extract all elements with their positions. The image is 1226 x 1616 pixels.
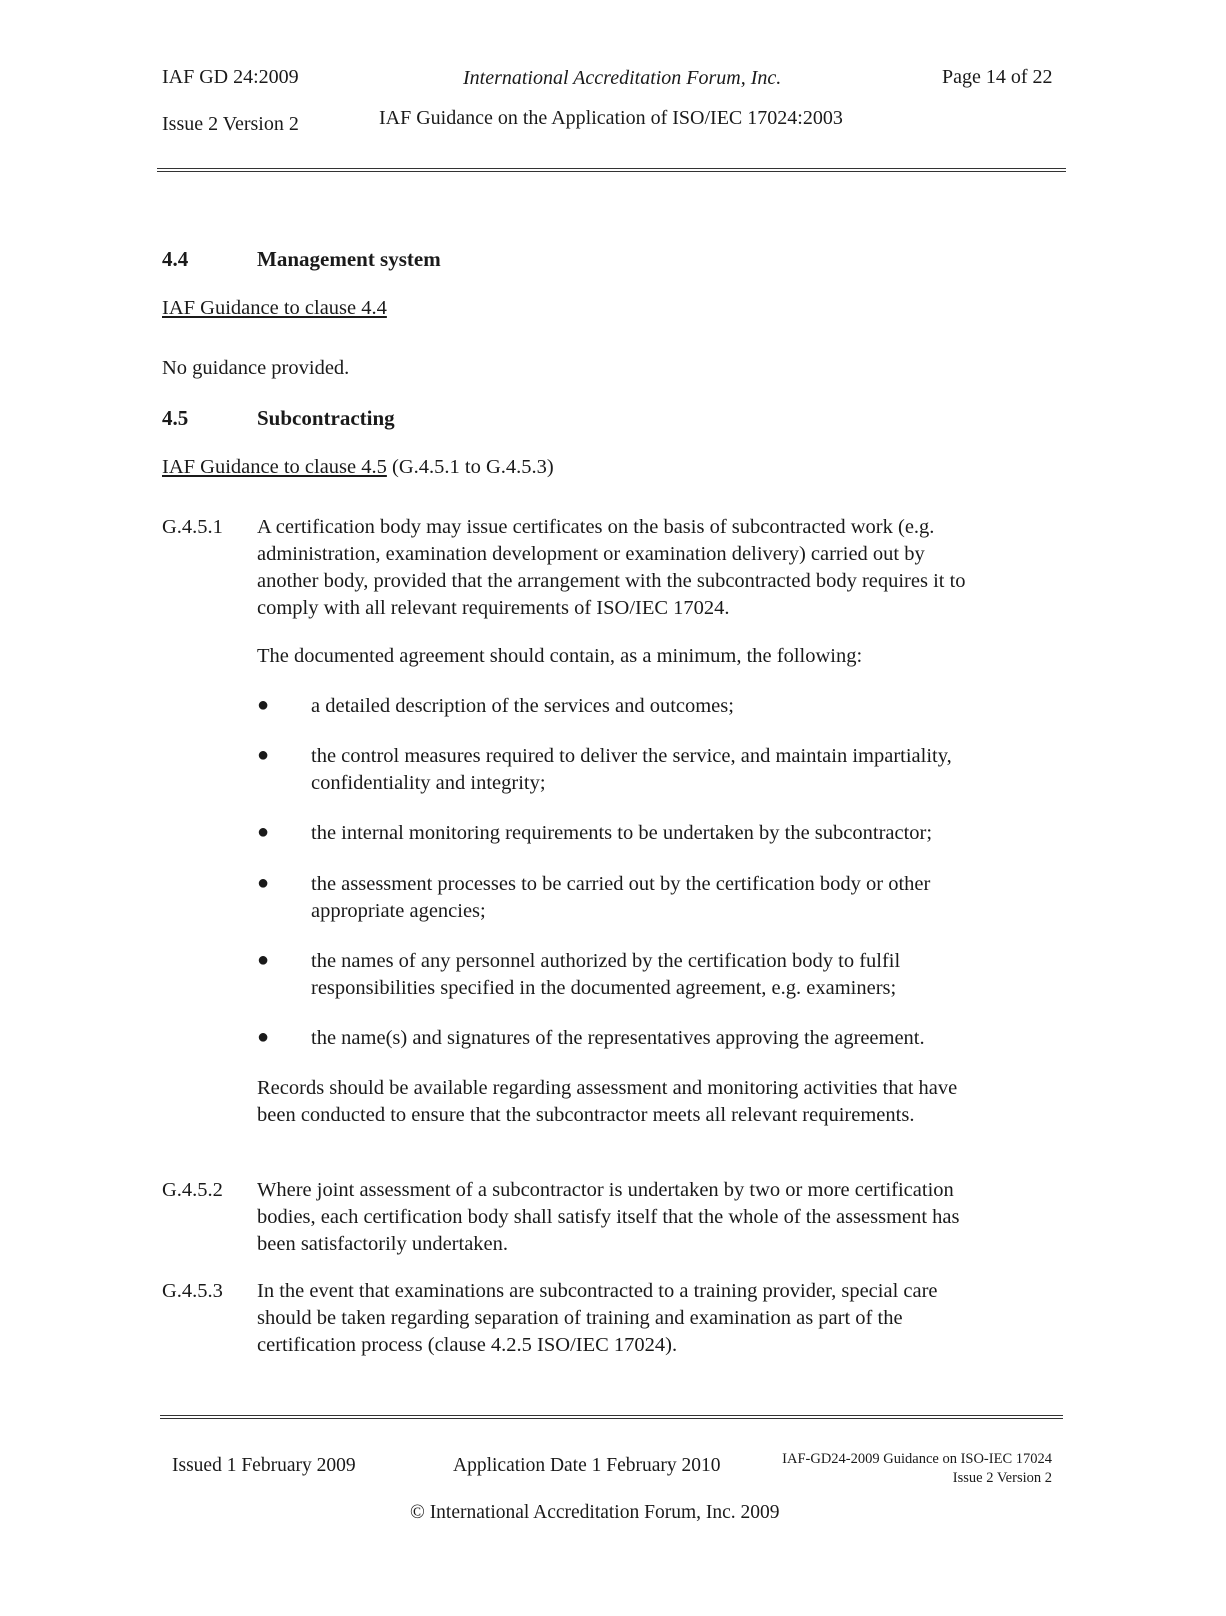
g451-line: another body, provided that the arrangement with the subcontracted body requires it to xyxy=(257,570,966,592)
section-4-4-number: 4.4 xyxy=(162,247,189,271)
section-4-5-guidance-suffix: (G.4.5.1 to G.4.5.3) xyxy=(386,456,554,478)
g451-line: A certification body may issue certificates on the basis of subcontracted work (e.g. xyxy=(257,516,935,538)
g451-label: G.4.5.1 xyxy=(162,516,223,538)
bullet-item xyxy=(311,693,1071,720)
g451-line: comply with all relevant requirements of ISO/IEC 17024. xyxy=(257,597,730,619)
footer-reference-line: IAF-GD24-2009 Guidance on ISO-IEC 17024 xyxy=(782,1451,1052,1467)
bullet-item xyxy=(311,743,1071,797)
g453-paragraph xyxy=(257,1278,1077,1359)
header-title: IAF Guidance on the Application of ISO/IEC 17024:2003 xyxy=(379,107,843,129)
bullet-line: appropriate agencies; xyxy=(311,900,486,922)
g453-line: certification process (clause 4.2.5 ISO/IEC 17024). xyxy=(257,1334,678,1356)
bullet-line: a detailed description of the services and outcomes; xyxy=(311,695,734,717)
bullet-item xyxy=(311,820,1071,847)
bullet-icon: ● xyxy=(257,694,270,716)
bullet-line: confidentiality and integrity; xyxy=(311,772,546,794)
g451-intro: The documented agreement should contain, as a minimum, the following: xyxy=(257,645,863,667)
g452-line: Where joint assessment of a subcontractor is undertaken by two or more certification xyxy=(257,1179,954,1201)
bullet-line: the names of any personnel authorized by the certification body to fulfil xyxy=(311,950,901,972)
g451-paragraph xyxy=(257,514,1077,622)
footer-application-date: Application Date 1 February 2010 xyxy=(453,1455,721,1476)
section-4-4-guidance-heading: IAF Guidance to clause 4.4 xyxy=(162,297,387,319)
header-rule xyxy=(157,168,1066,172)
footer-reference-line: Issue 2 Version 2 xyxy=(952,1470,1052,1486)
section-4-4-title: Management system xyxy=(257,247,441,271)
footer-rule xyxy=(160,1415,1063,1419)
bullet-icon: ● xyxy=(257,1026,270,1048)
section-4-4-text: No guidance provided. xyxy=(162,357,350,379)
section-4-5-title: Subcontracting xyxy=(257,406,395,430)
g451-records-paragraph xyxy=(257,1075,1077,1129)
g453-label: G.4.5.3 xyxy=(162,1280,223,1302)
header-page-number: Page 14 of 22 xyxy=(942,66,1053,88)
bullet-item xyxy=(311,1025,1071,1052)
bullet-line: the control measures required to deliver the service, and maintain impartiality, xyxy=(311,745,952,767)
g452-line: bodies, each certification body shall satisfy itself that the whole of the assessment has xyxy=(257,1206,960,1228)
bullet-line: responsibilities specified in the documented agreement, e.g. examiners; xyxy=(311,977,897,999)
bullet-icon: ● xyxy=(257,821,270,843)
bullet-item xyxy=(311,871,1071,925)
bullet-icon: ● xyxy=(257,744,270,766)
g453-line: should be taken regarding separation of training and examination as part of the xyxy=(257,1307,903,1329)
bullet-icon: ● xyxy=(257,949,270,971)
g452-paragraph xyxy=(257,1177,1077,1258)
g452-line: been satisfactorily undertaken. xyxy=(257,1233,509,1255)
footer-issued: Issued 1 February 2009 xyxy=(172,1455,356,1476)
bullet-item xyxy=(311,948,1071,1002)
header-issue: Issue 2 Version 2 xyxy=(162,113,299,135)
footer-copyright: © International Accreditation Forum, Inc. 2009 xyxy=(410,1502,780,1523)
section-4-5-number: 4.5 xyxy=(162,406,189,430)
g452-label: G.4.5.2 xyxy=(162,1179,223,1201)
g451-line: administration, examination development or examination delivery) carried out by xyxy=(257,543,925,565)
records-line: Records should be available regarding assessment and monitoring activities that have xyxy=(257,1077,958,1099)
bullet-line: the internal monitoring requirements to be undertaken by the subcontractor; xyxy=(311,822,933,844)
section-4-5-guidance-link: IAF Guidance to clause 4.5 xyxy=(162,456,387,478)
bullet-icon: ● xyxy=(257,872,270,894)
header-doc-id: IAF GD 24:2009 xyxy=(162,66,299,88)
section-4-5-guidance-heading xyxy=(162,454,554,481)
bullet-line: the name(s) and signatures of the representatives approving the agreement. xyxy=(311,1027,925,1049)
header-organization: International Accreditation Forum, Inc. xyxy=(463,67,782,89)
g453-line: In the event that examinations are subcontracted to a training provider, special care xyxy=(257,1280,938,1302)
footer-reference xyxy=(782,1450,1052,1488)
records-line: been conducted to ensure that the subcontractor meets all relevant requirements. xyxy=(257,1104,915,1126)
bullet-line: the assessment processes to be carried out by the certification body or other xyxy=(311,873,931,895)
